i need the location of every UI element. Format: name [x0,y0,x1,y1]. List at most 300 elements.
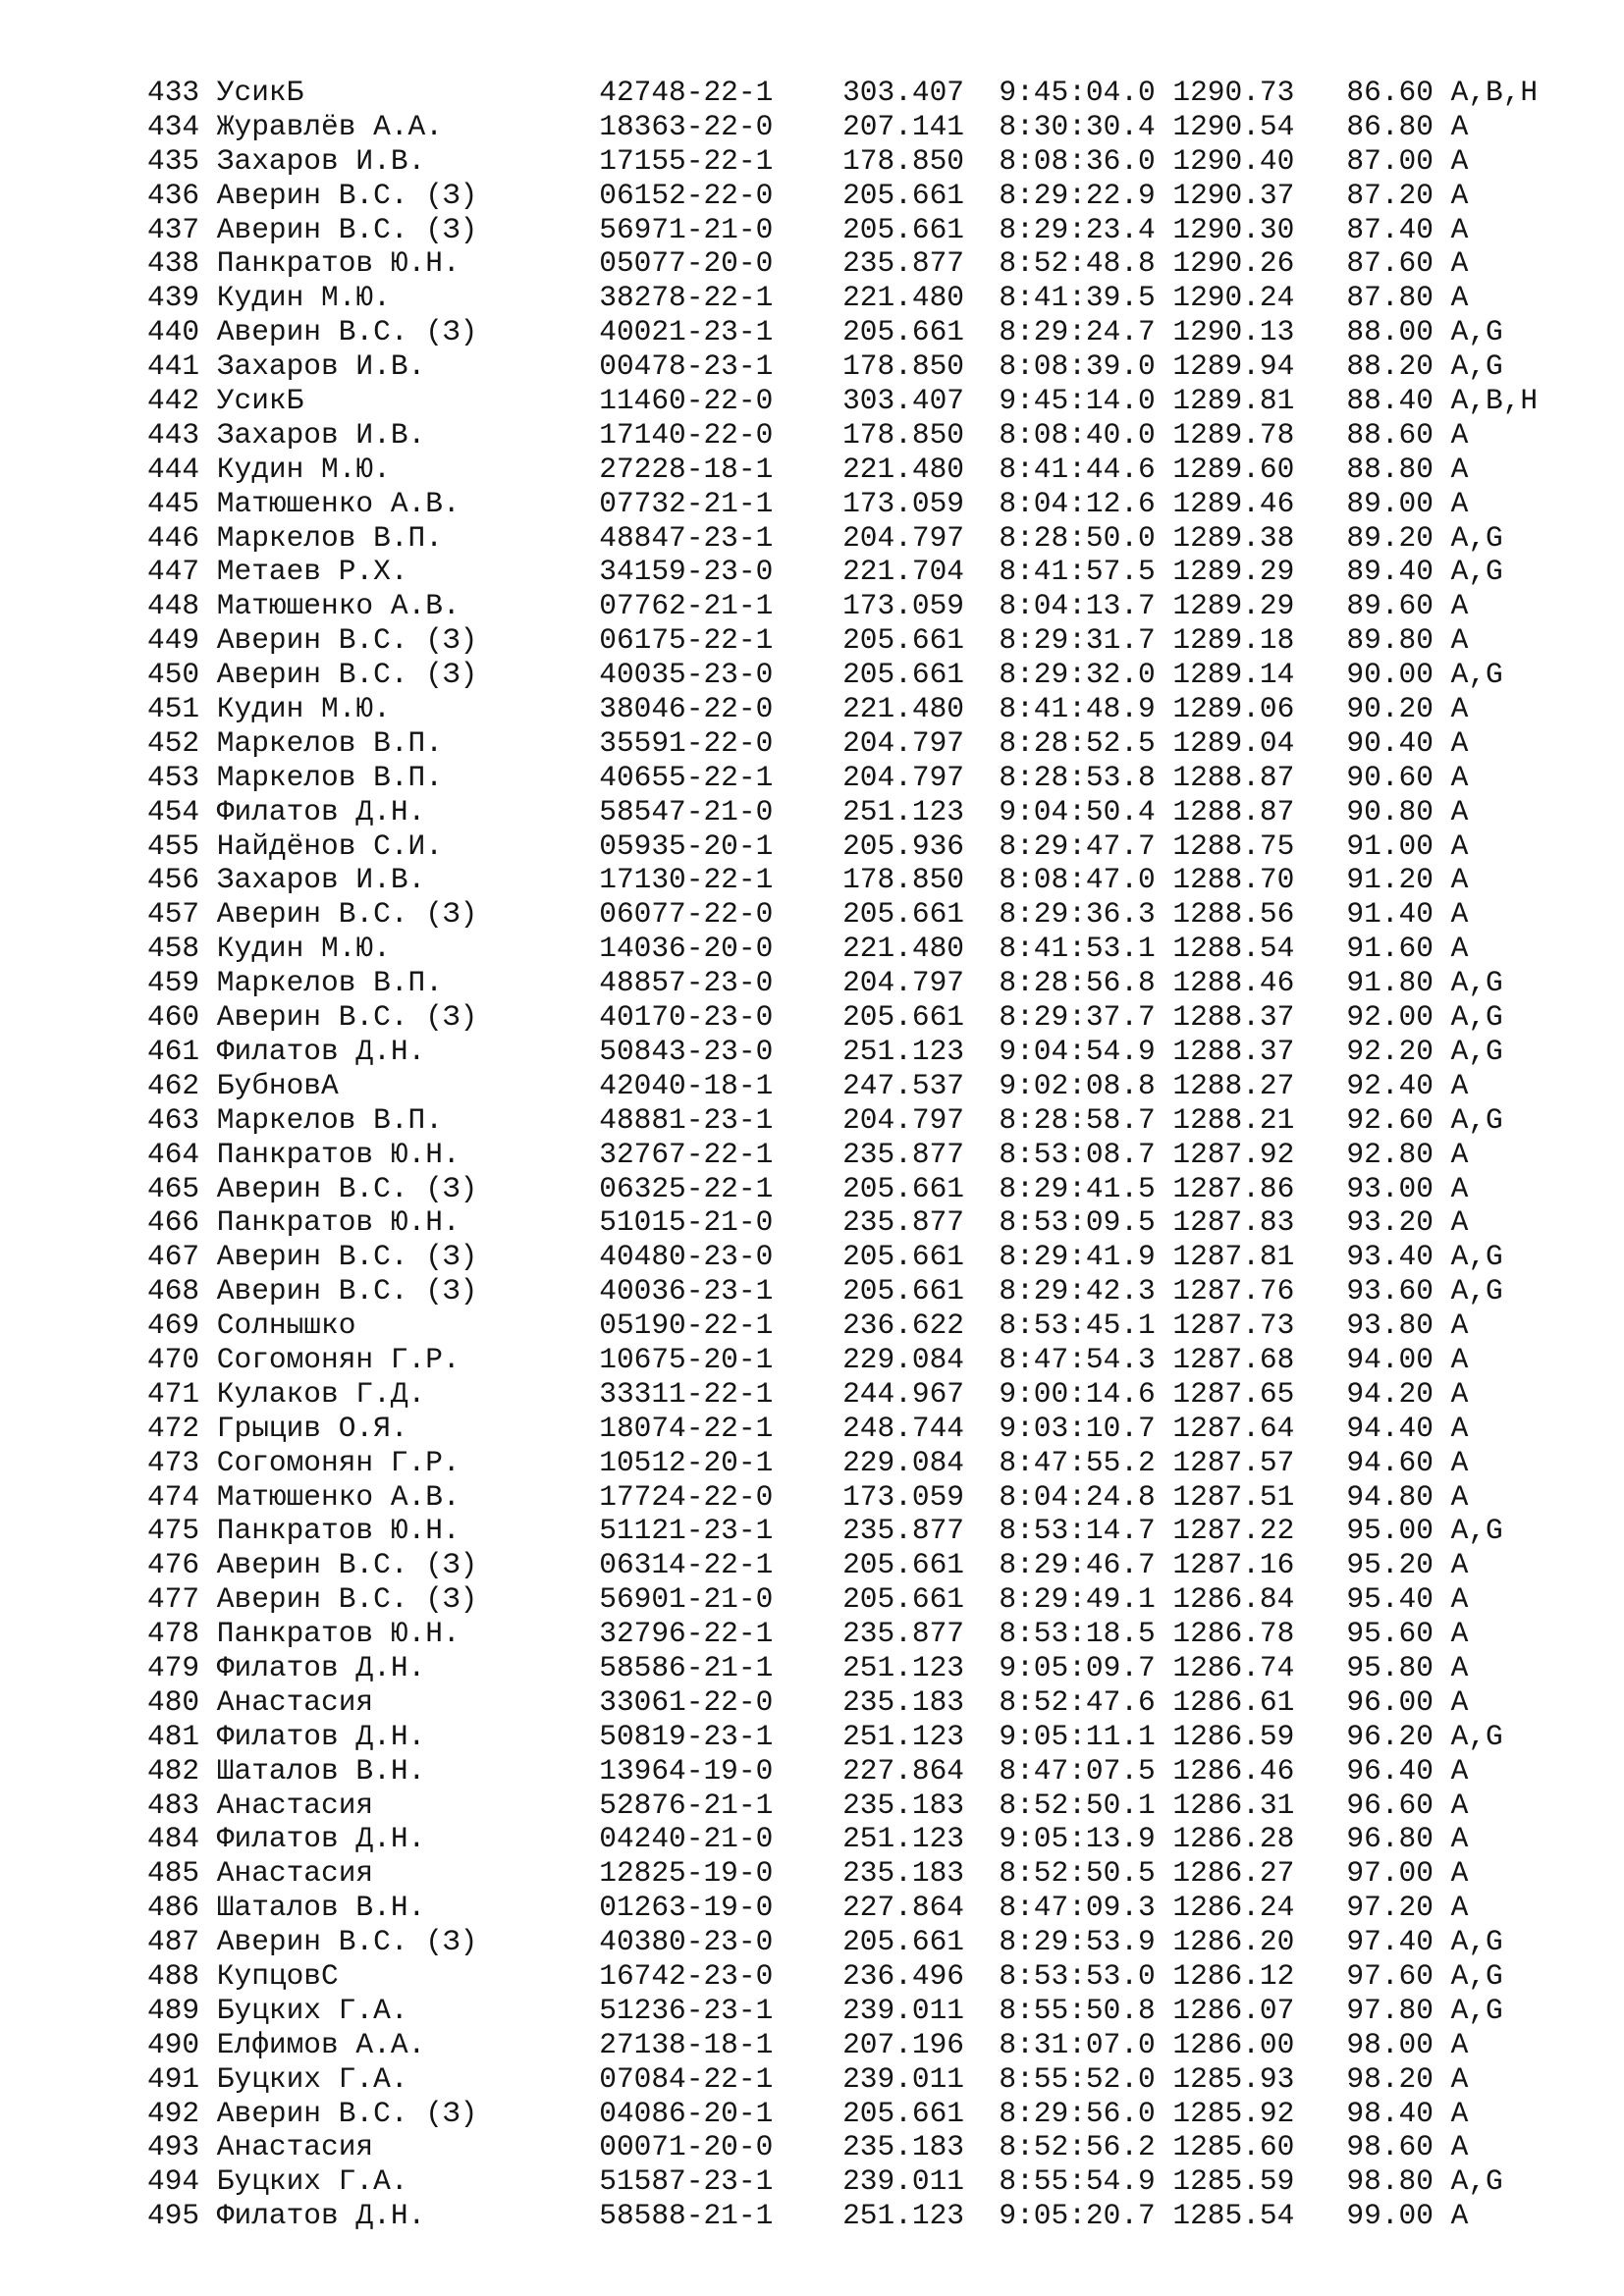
result-row [147,1240,1538,1274]
result-row [147,1856,1538,1891]
score-cell: 1287.92 [1172,1137,1295,1171]
record-code: 50819-23-1 [599,1719,774,1753]
record-code: 27228-18-1 [599,452,774,486]
score-cell: 1288.46 [1172,966,1295,1000]
participant-name: Шаталов В.Н. [216,1753,426,1788]
value-cell: 235.183 [842,2130,964,2164]
result-row [147,932,1538,966]
result-row [147,589,1538,623]
row-number: 473 [147,1445,200,1479]
value-cell: 235.183 [842,1684,964,1719]
participant-name: Анастасия [216,1684,374,1719]
percent-cell: 90.80 [1346,794,1434,828]
percent-cell: 98.80 [1346,2164,1434,2199]
time-cell: 8:04:12.6 [999,486,1156,520]
percent-cell: 89.60 [1346,589,1434,623]
flags-cell: A,G [1450,1000,1503,1035]
value-cell: 251.123 [842,1034,964,1068]
flags-cell: A [1450,1411,1469,1445]
flags-cell: A [1450,1479,1469,1514]
time-cell: 8:29:42.3 [999,1274,1156,1308]
record-code: 17140-22-0 [599,417,774,452]
participant-name: Захаров И.В. [216,143,426,178]
participant-name: Согомонян Г.Р. [216,1445,460,1479]
percent-cell: 89.40 [1346,555,1434,589]
percent-cell: 93.20 [1346,1205,1434,1240]
row-number: 493 [147,2130,200,2164]
percent-cell: 99.00 [1346,2199,1434,2233]
flags-cell: A [1450,932,1469,966]
result-row [147,1720,1538,1754]
record-code: 50843-23-0 [599,1034,774,1068]
time-cell: 8:53:18.5 [999,1617,1156,1651]
percent-cell: 96.40 [1346,1753,1434,1788]
row-number: 482 [147,1753,200,1788]
record-code: 48847-23-1 [599,520,774,555]
time-cell: 8:29:41.5 [999,1171,1156,1205]
row-number: 464 [147,1137,200,1171]
participant-name: КупцовС [216,1958,339,1993]
score-cell: 1287.16 [1172,1548,1295,1582]
participant-name: Найдёнов С.И. [216,828,443,863]
record-code: 10675-20-1 [599,1342,774,1376]
time-cell: 8:41:48.9 [999,692,1156,726]
result-row [147,829,1538,864]
participant-name: Филатов Д.Н. [216,1650,426,1684]
row-number: 434 [147,109,200,143]
participant-name: Филатов Д.Н. [216,2199,426,2233]
flags-cell: A,G [1450,555,1503,589]
time-cell: 8:28:58.7 [999,1102,1156,1137]
record-code: 27138-18-1 [599,2027,774,2061]
value-cell: 247.537 [842,1068,964,1102]
value-cell: 251.123 [842,794,964,828]
score-cell: 1287.73 [1172,1308,1295,1343]
participant-name: Кулаков Г.Д. [216,1376,426,1411]
result-row [147,315,1538,349]
percent-cell: 95.80 [1346,1650,1434,1684]
row-number: 449 [147,623,200,658]
value-cell: 205.661 [842,1925,964,1959]
result-row [147,897,1538,932]
participant-name: Матюшенко А.В. [216,1479,460,1514]
flags-cell: A [1450,2061,1469,2096]
participant-name: Филатов Д.Н. [216,1034,426,1068]
participant-name: Кудин М.Ю. [216,692,391,726]
time-cell: 8:04:24.8 [999,1479,1156,1514]
value-cell: 221.480 [842,452,964,486]
time-cell: 8:47:54.3 [999,1342,1156,1376]
result-row [147,658,1538,692]
time-cell: 9:45:04.0 [999,76,1156,109]
score-cell: 1286.24 [1172,1891,1295,1925]
score-cell: 1287.51 [1172,1479,1295,1514]
value-cell: 303.407 [842,76,964,109]
value-cell: 204.797 [842,760,964,794]
percent-cell: 94.60 [1346,1445,1434,1479]
record-code: 48857-23-0 [599,966,774,1000]
percent-cell: 87.00 [1346,143,1434,178]
flags-cell: A [1450,1548,1469,1582]
result-row [147,246,1538,281]
value-cell: 244.967 [842,1376,964,1411]
time-cell: 9:02:08.8 [999,1068,1156,1102]
row-number: 443 [147,417,200,452]
time-cell: 8:29:46.7 [999,1548,1156,1582]
value-cell: 239.011 [842,2061,964,2096]
record-code: 40480-23-0 [599,1240,774,1274]
value-cell: 178.850 [842,417,964,452]
value-cell: 229.084 [842,1445,964,1479]
result-row [147,1891,1538,1925]
time-cell: 9:05:09.7 [999,1650,1156,1684]
flags-cell: A,G [1450,1925,1503,1959]
time-cell: 8:29:47.7 [999,828,1156,863]
value-cell: 248.744 [842,1411,964,1445]
value-cell: 205.661 [842,623,964,658]
flags-cell: A [1450,1788,1469,1822]
result-row [147,1274,1538,1308]
flags-cell: A [1450,897,1469,932]
score-cell: 1289.38 [1172,520,1295,555]
participant-name: Кудин М.Ю. [216,281,391,315]
percent-cell: 96.60 [1346,1788,1434,1822]
time-cell: 8:52:48.8 [999,246,1156,281]
score-cell: 1286.27 [1172,1856,1295,1891]
participant-name: Аверин В.С. (З) [216,897,478,932]
value-cell: 178.850 [842,143,964,178]
row-number: 468 [147,1274,200,1308]
time-cell: 9:05:20.7 [999,2199,1156,2233]
percent-cell: 88.00 [1346,315,1434,349]
row-number: 477 [147,1582,200,1617]
row-number: 484 [147,1822,200,1856]
time-cell: 8:29:53.9 [999,1925,1156,1959]
record-code: 32796-22-1 [599,1617,774,1651]
row-number: 466 [147,1205,200,1240]
value-cell: 227.864 [842,1891,964,1925]
row-number: 448 [147,589,200,623]
participant-name: Панкратов Ю.Н. [216,246,460,281]
percent-cell: 97.60 [1346,1958,1434,1993]
value-cell: 227.864 [842,1753,964,1788]
score-cell: 1288.27 [1172,1068,1295,1102]
row-number: 457 [147,897,200,932]
row-number: 442 [147,384,200,418]
record-code: 04086-20-1 [599,2096,774,2130]
row-number: 436 [147,178,200,212]
result-row [147,795,1538,829]
value-cell: 204.797 [842,966,964,1000]
row-number: 461 [147,1034,200,1068]
score-cell: 1289.29 [1172,589,1295,623]
time-cell: 8:29:41.9 [999,1240,1156,1274]
score-cell: 1289.46 [1172,486,1295,520]
row-number: 490 [147,2027,200,2061]
participant-name: Аверин В.С. (З) [216,178,478,212]
time-cell: 8:55:50.8 [999,1993,1156,2027]
time-cell: 8:29:22.9 [999,178,1156,212]
time-cell: 8:28:50.0 [999,520,1156,555]
record-code: 06175-22-1 [599,623,774,658]
percent-cell: 92.60 [1346,1102,1434,1137]
score-cell: 1286.59 [1172,1719,1295,1753]
participant-name: Маркелов В.П. [216,725,443,760]
result-row [147,1000,1538,1035]
row-number: 446 [147,520,200,555]
score-cell: 1285.60 [1172,2130,1295,2164]
participant-name: БубновА [216,1068,339,1102]
result-row [147,1685,1538,1720]
value-cell: 251.123 [842,2199,964,2233]
record-code: 14036-20-0 [599,932,774,966]
flags-cell: A,B,H [1450,76,1539,109]
time-cell: 8:47:09.3 [999,1891,1156,1925]
value-cell: 239.011 [842,1993,964,2027]
participant-name: Анастасия [216,2130,374,2164]
row-number: 456 [147,863,200,897]
value-cell: 303.407 [842,384,964,418]
flags-cell: A [1450,760,1469,794]
record-code: 33311-22-1 [599,1376,774,1411]
row-number: 463 [147,1102,200,1137]
result-row [147,966,1538,1000]
value-cell: 205.661 [842,1171,964,1205]
result-row [147,487,1538,521]
row-number: 453 [147,760,200,794]
flags-cell: A,G [1450,520,1503,555]
result-row [147,761,1538,795]
row-number: 444 [147,452,200,486]
flags-cell: A,G [1450,1993,1503,2027]
row-number: 491 [147,2061,200,2096]
record-code: 35591-22-0 [599,725,774,760]
record-code: 40655-22-1 [599,760,774,794]
record-code: 33061-22-0 [599,1684,774,1719]
score-cell: 1289.60 [1172,452,1295,486]
score-cell: 1290.37 [1172,178,1295,212]
flags-cell: A [1450,1684,1469,1719]
result-row [147,1377,1538,1412]
record-code: 40380-23-0 [599,1925,774,1959]
time-cell: 8:04:13.7 [999,589,1156,623]
record-code: 07762-21-1 [599,589,774,623]
flags-cell: A,G [1450,1034,1503,1068]
percent-cell: 92.20 [1346,1034,1434,1068]
participant-name: Аверин В.С. (З) [216,315,478,349]
record-code: 51121-23-1 [599,1514,774,1548]
score-cell: 1289.04 [1172,725,1295,760]
record-code: 38278-22-1 [599,281,774,315]
record-code: 48881-23-1 [599,1102,774,1137]
record-code: 04240-21-0 [599,1822,774,1856]
flags-cell: A [1450,2199,1469,2233]
result-row [147,692,1538,726]
time-cell: 9:45:14.0 [999,384,1156,418]
result-row [147,2130,1538,2164]
time-cell: 9:05:11.1 [999,1719,1156,1753]
value-cell: 205.661 [842,1000,964,1035]
score-cell: 1285.92 [1172,2096,1295,2130]
score-cell: 1288.87 [1172,760,1295,794]
participant-name: Панкратов Ю.Н. [216,1205,460,1240]
flags-cell: A [1450,692,1469,726]
score-cell: 1288.87 [1172,794,1295,828]
flags-cell: A [1450,281,1469,315]
result-row [147,76,1538,110]
score-cell: 1288.37 [1172,1034,1295,1068]
participant-name: Филатов Д.Н. [216,794,426,828]
flags-cell: A [1450,143,1469,178]
result-row [147,281,1538,315]
row-number: 470 [147,1342,200,1376]
flags-cell: A [1450,623,1469,658]
result-row [147,2062,1538,2097]
record-code: 17130-22-1 [599,863,774,897]
record-code: 40021-23-1 [599,315,774,349]
participant-name: Грыцив О.Я. [216,1411,408,1445]
participant-name: Маркелов В.П. [216,760,443,794]
flags-cell: A,G [1450,658,1503,692]
flags-cell: A [1450,1068,1469,1102]
participant-name: Аверин В.С. (З) [216,1000,478,1035]
row-number: 486 [147,1891,200,1925]
time-cell: 8:53:45.1 [999,1308,1156,1343]
flags-cell: A [1450,452,1469,486]
participant-name: Аверин В.С. (З) [216,658,478,692]
record-code: 00478-23-1 [599,349,774,384]
percent-cell: 89.20 [1346,520,1434,555]
score-cell: 1287.22 [1172,1514,1295,1548]
time-cell: 8:29:56.0 [999,2096,1156,2130]
row-number: 474 [147,1479,200,1514]
record-code: 40036-23-1 [599,1274,774,1308]
time-cell: 8:52:56.2 [999,2130,1156,2164]
time-cell: 9:04:54.9 [999,1034,1156,1068]
value-cell: 205.661 [842,178,964,212]
score-cell: 1286.46 [1172,1753,1295,1788]
record-code: 58586-21-1 [599,1650,774,1684]
value-cell: 239.011 [842,2164,964,2199]
record-code: 06152-22-0 [599,178,774,212]
participant-name: Захаров И.В. [216,349,426,384]
row-number: 445 [147,486,200,520]
row-number: 485 [147,1856,200,1891]
participant-name: Аверин В.С. (З) [216,1240,478,1274]
participant-name: Филатов Д.Н. [216,1822,426,1856]
flags-cell: A,B,H [1450,384,1539,418]
participant-name: Аверин В.С. (З) [216,1925,478,1959]
flags-cell: A [1450,1822,1469,1856]
score-cell: 1288.75 [1172,828,1295,863]
score-cell: 1286.31 [1172,1788,1295,1822]
participant-name: Буцких Г.А. [216,1993,408,2027]
flags-cell: A [1450,109,1469,143]
score-cell: 1286.07 [1172,1993,1295,2027]
value-cell: 221.480 [842,281,964,315]
participant-name: Шаталов В.Н. [216,1891,426,1925]
participant-name: Маркелов В.П. [216,1102,443,1137]
participant-name: Маркелов В.П. [216,520,443,555]
score-cell: 1286.00 [1172,2027,1295,2061]
percent-cell: 95.00 [1346,1514,1434,1548]
percent-cell: 93.80 [1346,1308,1434,1343]
row-number: 494 [147,2164,200,2199]
percent-cell: 89.80 [1346,623,1434,658]
percent-cell: 96.80 [1346,1822,1434,1856]
flags-cell: A [1450,1753,1469,1788]
result-row [147,1651,1538,1685]
result-row [147,179,1538,213]
time-cell: 8:28:52.5 [999,725,1156,760]
record-code: 07732-21-1 [599,486,774,520]
result-row [147,1035,1538,1069]
value-cell: 204.797 [842,1102,964,1137]
participant-name: Аверин В.С. (З) [216,1274,478,1308]
result-row [147,1514,1538,1548]
result-row [147,623,1538,658]
flags-cell: A [1450,178,1469,212]
value-cell: 251.123 [842,1650,964,1684]
row-number: 450 [147,658,200,692]
row-number: 480 [147,1684,200,1719]
score-cell: 1287.65 [1172,1376,1295,1411]
result-row [147,1754,1538,1789]
result-row [147,555,1538,589]
flags-cell: A [1450,1582,1469,1617]
participant-name: Захаров И.В. [216,417,426,452]
result-row [147,384,1538,418]
value-cell: 205.661 [842,658,964,692]
percent-cell: 91.60 [1346,932,1434,966]
score-cell: 1290.73 [1172,76,1295,109]
score-cell: 1288.37 [1172,1000,1295,1035]
row-number: 487 [147,1925,200,1959]
value-cell: 235.877 [842,246,964,281]
result-row [147,1205,1538,1240]
participant-name: Панкратов Ю.Н. [216,1137,460,1171]
row-number: 489 [147,1993,200,2027]
time-cell: 8:30:30.4 [999,109,1156,143]
participant-name: Аверин В.С. (З) [216,623,478,658]
result-row [147,453,1538,487]
score-cell: 1287.57 [1172,1445,1295,1479]
percent-cell: 96.20 [1346,1719,1434,1753]
result-row [147,1412,1538,1446]
time-cell: 9:04:50.4 [999,794,1156,828]
flags-cell: A [1450,1205,1469,1240]
results-list [147,76,1538,2233]
percent-cell: 90.20 [1346,692,1434,726]
time-cell: 8:29:36.3 [999,897,1156,932]
participant-name: Кудин М.Ю. [216,932,391,966]
percent-cell: 93.00 [1346,1171,1434,1205]
row-number: 435 [147,143,200,178]
row-number: 469 [147,1308,200,1343]
score-cell: 1289.14 [1172,658,1295,692]
flags-cell: A,G [1450,1240,1503,1274]
result-row [147,110,1538,144]
score-cell: 1289.18 [1172,623,1295,658]
value-cell: 221.480 [842,932,964,966]
percent-cell: 91.40 [1346,897,1434,932]
participant-name: Аверин В.С. (З) [216,1171,478,1205]
time-cell: 8:55:52.0 [999,2061,1156,2096]
row-number: 465 [147,1171,200,1205]
score-cell: 1290.30 [1172,212,1295,246]
value-cell: 235.183 [842,1788,964,1822]
result-row [147,1822,1538,1856]
